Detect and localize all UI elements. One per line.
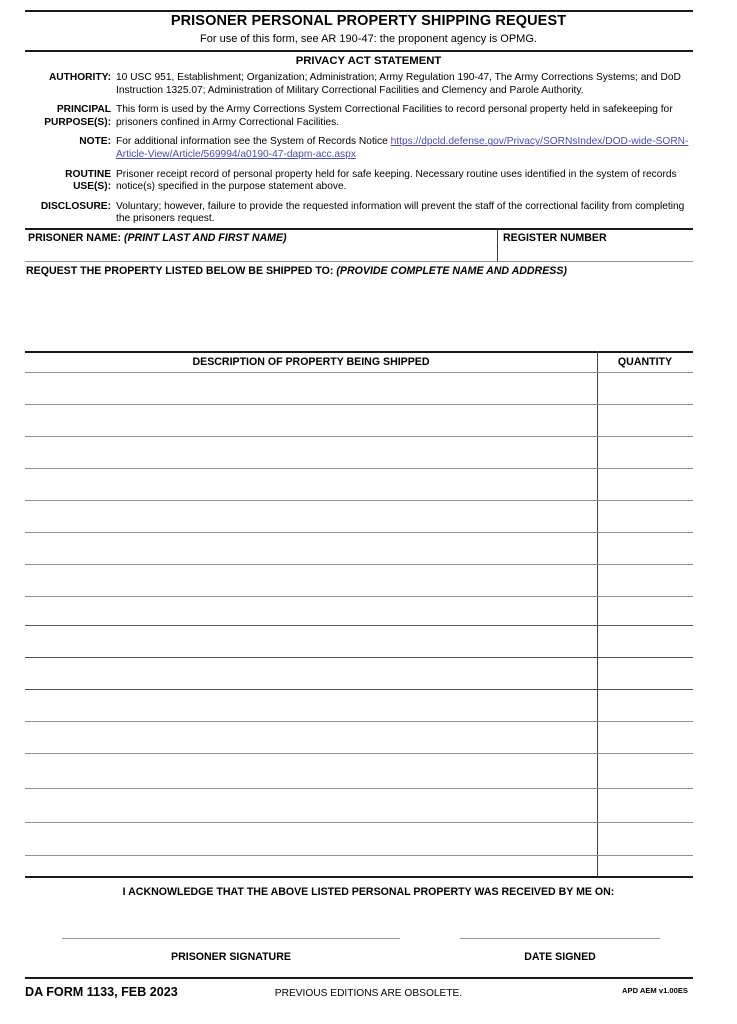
prisoner-name-label bbox=[28, 232, 287, 244]
privacy-act-label-line: PRINCIPAL bbox=[56, 104, 111, 116]
table-row[interactable] bbox=[25, 596, 693, 597]
date-signed-caption: DATE SIGNED bbox=[524, 951, 596, 963]
table-row[interactable] bbox=[25, 500, 693, 501]
name-strip-bottom-rule bbox=[25, 261, 693, 262]
footer-apd-version: APD AEM v1.00ES bbox=[622, 986, 688, 995]
privacy-act-label-disclosure bbox=[25, 201, 116, 214]
table-row[interactable] bbox=[25, 404, 693, 405]
table-row[interactable] bbox=[25, 822, 693, 823]
form-subtitle: For use of this form, see AR 190-47: the proponent agency is OPMG. bbox=[200, 33, 537, 45]
prisoner-name-label-text: PRISONER NAME: bbox=[28, 232, 121, 244]
privacy-act-row-principal-purpose bbox=[25, 104, 693, 129]
privacy-act-text-disclosure: Voluntary; however, failure to provide the requested information will prevent the staff of the correctional facility from completing the prisoners request. bbox=[116, 200, 685, 225]
privacy-act-text-routine-uses: Prisoner receipt record of personal property held for safe keeping. Necessary routine uses identified in the system of records notice(s) specified in the purpose statement above. bbox=[116, 168, 677, 193]
privacy-act-label-line: AUTHORITY: bbox=[48, 72, 111, 83]
table-row[interactable] bbox=[25, 855, 693, 856]
name-register-divider bbox=[497, 229, 498, 262]
privacy-act-block bbox=[25, 72, 693, 233]
table-row[interactable] bbox=[25, 468, 693, 469]
privacy-act-statement-title: PRIVACY ACT STATEMENT bbox=[295, 55, 442, 67]
privacy-act-label-line: PURPOSE(S): bbox=[44, 116, 111, 128]
table-row[interactable] bbox=[25, 788, 693, 789]
privacy-act-note-prefix: For additional information see the System of Records Notice bbox=[116, 136, 391, 148]
register-number-label: REGISTER NUMBER bbox=[503, 232, 607, 244]
name-strip-top-rule bbox=[25, 228, 693, 230]
privacy-act-label-line: ROUTINE USE(S): bbox=[65, 168, 111, 193]
table-row[interactable] bbox=[25, 753, 693, 754]
table-row[interactable] bbox=[25, 436, 693, 437]
table-row[interactable] bbox=[25, 657, 693, 658]
property-table-top-rule bbox=[25, 351, 693, 353]
ship-to-label-text: REQUEST THE PROPERTY LISTED BELOW BE SHIPPED TO: bbox=[26, 265, 334, 277]
column-header-quantity: QUANTITY bbox=[617, 356, 673, 368]
prisoner-name-hint: (PRINT LAST AND FIRST NAME) bbox=[123, 232, 287, 244]
acknowledgement-statement: I ACKNOWLEDGE THAT THE ABOVE LISTED PERSONAL PROPERTY WAS RECEIVED BY ME ON: bbox=[122, 886, 615, 898]
privacy-act-row-disclosure bbox=[25, 201, 693, 226]
footer-form-id: DA FORM 1133, FEB 2023 bbox=[25, 985, 178, 999]
column-header-description: DESCRIPTION OF PROPERTY BEING SHIPPED bbox=[192, 356, 430, 368]
privacy-act-row-authority bbox=[25, 72, 693, 97]
privacy-act-label-routine-uses bbox=[25, 169, 116, 194]
privacy-act-label-line: DISCLOSURE: bbox=[40, 200, 111, 212]
prisoner-signature-caption: PRISONER SIGNATURE bbox=[171, 951, 291, 963]
date-signed-line[interactable] bbox=[460, 938, 660, 939]
page-title: PRISONER PERSONAL PROPERTY SHIPPING REQUEST bbox=[170, 13, 567, 29]
privacy-act-row-routine-uses bbox=[25, 169, 693, 194]
privacy-act-text-principal-purpose: This form is used by the Army Corrections System Correctional Facilities to record personal property held in safekeeping for prisoners confined in Army Correctional Facilities. bbox=[116, 104, 673, 128]
privacy-act-label-line: NOTE: bbox=[79, 136, 111, 148]
sorn-notice-link[interactable]: https://dpcld.defense.gov/Privacy/SORNsIndex/DOD-wide-SORN-Article-View/Article/569994/a0190-47-dapm-acc.aspx bbox=[116, 136, 689, 160]
property-table-bottom-rule bbox=[25, 876, 693, 878]
privacy-act-label-principal-purpose bbox=[25, 104, 116, 129]
privacy-act-row-note bbox=[25, 136, 693, 161]
prisoner-signature-line[interactable] bbox=[62, 938, 400, 939]
footer-obsolete-note: PREVIOUS EDITIONS ARE OBSOLETE. bbox=[274, 988, 463, 999]
footer-rule bbox=[25, 977, 693, 979]
privacy-act-label-authority bbox=[25, 72, 116, 85]
table-row[interactable] bbox=[25, 721, 693, 722]
privacy-act-text-note bbox=[116, 136, 693, 161]
table-row[interactable] bbox=[25, 689, 693, 690]
privacy-act-label-note bbox=[25, 136, 116, 149]
ship-to-hint: (PROVIDE COMPLETE NAME AND ADDRESS) bbox=[336, 265, 567, 277]
header-top-rule bbox=[25, 10, 693, 12]
header-bottom-rule bbox=[25, 50, 693, 52]
table-row[interactable] bbox=[25, 564, 693, 565]
ship-to-label bbox=[26, 265, 567, 277]
property-table-column-divider bbox=[597, 351, 598, 876]
table-row[interactable] bbox=[25, 532, 693, 533]
table-row[interactable] bbox=[25, 625, 693, 626]
table-row[interactable] bbox=[25, 372, 693, 373]
privacy-act-text-authority: 10 USC 951, Establishment; Organization; Administration; Army Regulation 190-47, The Army Corrections Systems; and DoD Instruction 1325.07; Administration of Military Correctional Facilities and Clemency and Parole Authority. bbox=[116, 72, 681, 96]
